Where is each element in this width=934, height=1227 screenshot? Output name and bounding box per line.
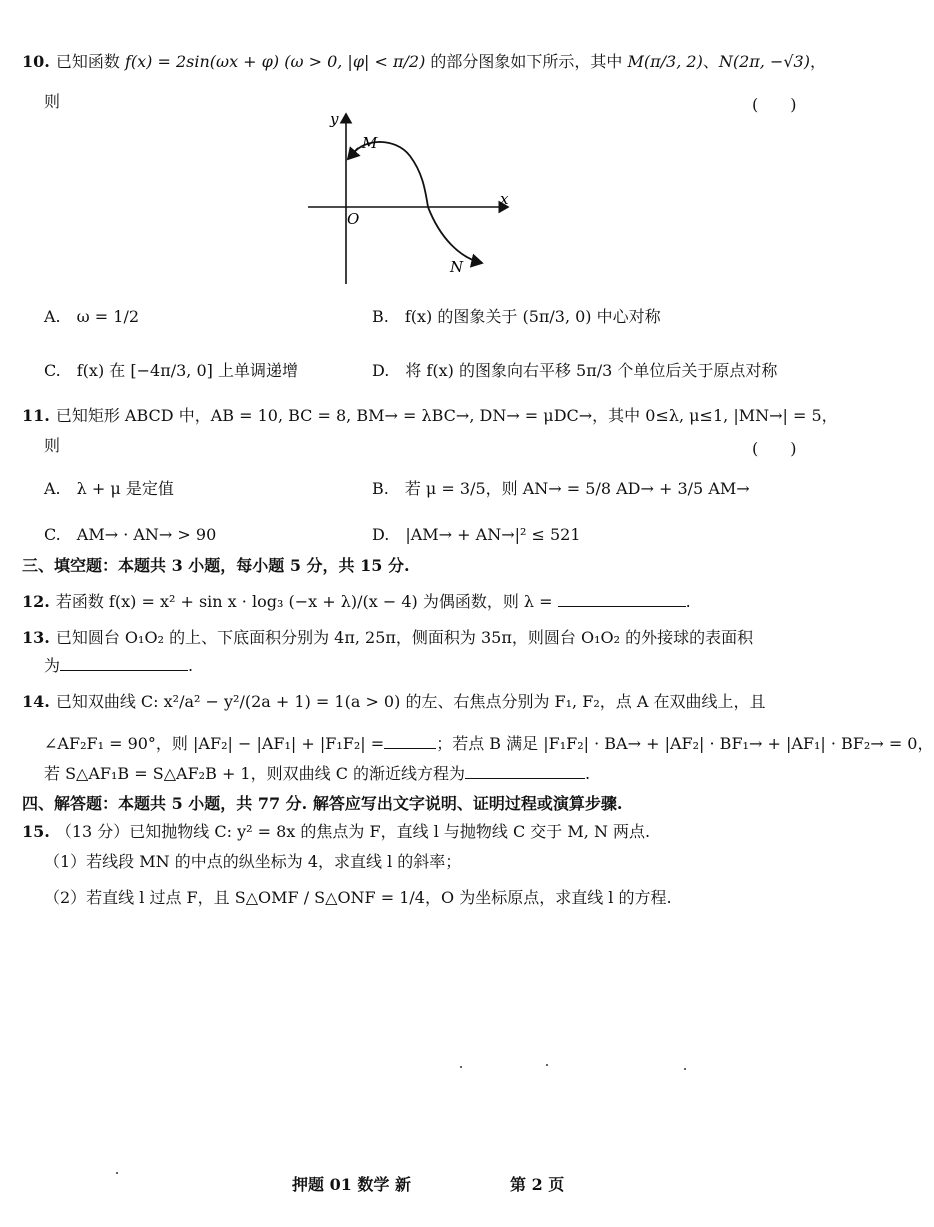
q12-text: 若函数 f(x) = x² + sin x · log₃ (−x + λ)/(x − 4) 为偶函数，则 λ = [55, 592, 553, 611]
scan-speck [684, 1068, 686, 1070]
q12-answer-blank[interactable] [558, 592, 686, 607]
q11-option-b[interactable]: B. 若 μ = 3/5，则 AN→ = 5/8 AD→ + 3/5 AM→ [372, 479, 750, 498]
q15-part-1: （1）若线段 MN 的中点的纵坐标为 4，求直线 l 的斜率； [44, 852, 462, 871]
q11-stem: 已知矩形 ABCD 中，AB = 10, BC = 8, BM→ = λBC→, DN→ = μDC→，其中 0≤λ, μ≤1, |MN→| = 5， [55, 406, 838, 425]
q11-option-a[interactable]: A. λ + μ 是定值 [44, 479, 174, 498]
q12-number: 12. [22, 592, 50, 611]
section-3-heading: 三、填空题：本题共 3 小题，每小题 5 分，共 15 分. [22, 556, 410, 575]
q13-line [22, 628, 753, 647]
curve-left-arrow [348, 148, 358, 159]
q10-function: f(x) = 2sin(ωx + φ) [124, 52, 280, 71]
origin-label: O [347, 210, 360, 228]
q14-line1: 已知双曲线 C: x²/a² − y²/(2a + 1) = 1(a > 0) 的左、右焦点分别为 F₁, F₂，点 A 在双曲线上，且 [55, 692, 766, 711]
q14-line2a: ∠AF₂F₁ = 90°，则 |AF₂| − |AF₁| + |F₁F₂| = [44, 734, 385, 753]
q12-line [22, 592, 691, 611]
q10-condition: (ω > 0, |φ| < π/2) [284, 52, 426, 71]
q14-line-2 [44, 734, 934, 753]
point-n-label: N [450, 258, 464, 276]
q14-line-3 [44, 764, 590, 783]
q10-option-d[interactable]: D. 将 f(x) 的图象向右平移 5π/3 个单位后关于原点对称 [372, 361, 778, 380]
q15-stem: （13 分）已知抛物线 C: y² = 8x 的焦点为 F，直线 l 与抛物线 C 交于 M, N 两点. [55, 822, 651, 841]
q13-cont-line [44, 656, 193, 675]
q14-blank-2[interactable] [465, 764, 585, 779]
q11-stem-line [22, 406, 838, 425]
q14-line-1 [22, 692, 765, 711]
q13-number: 13. [22, 628, 50, 647]
q10-sine-graph [300, 108, 520, 290]
footer-title: 押题 01 数学 新 [292, 1175, 411, 1194]
section-4-heading: 四、解答题：本题共 5 小题，共 77 分. 解答应写出文字说明、证明过程或演算步骤. [22, 794, 623, 813]
scan-speck [116, 1172, 118, 1174]
footer-page-number: 第 2 页 [510, 1175, 565, 1194]
q10-option-b[interactable]: B. f(x) 的图象关于 (5π/3, 0) 中心对称 [372, 307, 661, 326]
q14-number: 14. [22, 692, 50, 711]
q15-stem-line [22, 822, 650, 841]
q10-point-m: M(π/3, 2) [627, 52, 703, 71]
q12-end: . [685, 592, 691, 611]
q14-line2b: ；若点 B 满足 |F₁F₂| · BA→ + |AF₂| · BF₁→ + |AF₁| · BF₂→ = 0， [436, 734, 934, 753]
q10-stem-b: 的部分图象如下所示，其中 [430, 52, 623, 71]
scan-speck [460, 1066, 462, 1068]
sine-curve [350, 142, 482, 263]
q14-line3a: 若 S△AF₁B = S△AF₂B + 1，则双曲线 C 的渐近线方程为 [44, 764, 466, 783]
x-axis-label: x [500, 190, 509, 208]
q15-part-2: （2）若直线 l 过点 F，且 S△OMF / S△ONF = 1/4，O 为坐标原点，求直线 l 的方程. [44, 888, 672, 907]
q10-sep: 、 [702, 52, 719, 71]
q14-end: . [585, 764, 591, 783]
q10-stem-line [22, 52, 826, 71]
q11-option-d[interactable]: D. |AM→ + AN→|² ≤ 521 [372, 525, 581, 544]
y-axis-label: y [330, 110, 339, 128]
q10-stem-a: 已知函数 [55, 52, 120, 71]
q11-then: 则 [44, 436, 61, 455]
q10-option-c[interactable]: C. f(x) 在 [−4π/3, 0] 上单调递增 [44, 361, 298, 380]
point-m-label: M [362, 134, 378, 152]
q11-option-c[interactable]: C. AM→ · AN→ > 90 [44, 525, 217, 544]
q13-cont: 为 [44, 656, 61, 675]
q13-text: 已知圆台 O₁O₂ 的上、下底面积分别为 4π, 25π，侧面积为 35π，则圆台 O₁O₂ 的外接球的表面积 [55, 628, 754, 647]
q10-point-n: N(2π, −√3) [718, 52, 810, 71]
scan-speck [546, 1064, 548, 1066]
q10-then: 则 [44, 92, 61, 111]
q15-number: 15. [22, 822, 50, 841]
q11-number: 11. [22, 406, 50, 425]
q13-answer-blank[interactable] [60, 656, 188, 671]
q10-number: 10. [22, 52, 50, 71]
q14-blank-1[interactable] [384, 734, 436, 749]
q11-answer-paren: ( ) [752, 439, 797, 458]
q10-answer-paren: ( ) [752, 95, 797, 114]
q13-end: . [188, 656, 194, 675]
q10-option-a[interactable]: A. ω = 1/2 [44, 307, 140, 326]
q10-stem-end: ， [809, 52, 826, 71]
